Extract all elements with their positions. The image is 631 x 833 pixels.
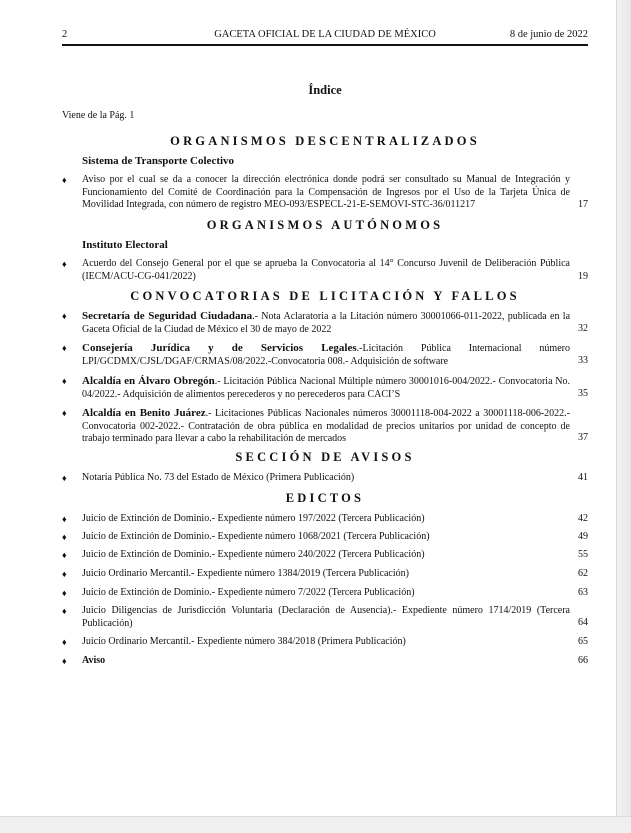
entry-text: Juicio Diligencias de Jurisdicción Voluntaria (Declaración de Ausencia).- Expediente número 1714/2019 (Tercera Publicación): [82, 605, 570, 629]
entry-text: [82, 342, 570, 368]
org-heading-iecm: Instituto Electoral: [82, 239, 168, 251]
bullet-icon: ♦: [62, 259, 67, 269]
section-title-convocatorias: CONVOCATORIAS DE LICITACIÓN Y FALLOS: [130, 289, 520, 303]
entry-page: 49: [578, 531, 588, 542]
entry-text: Notaría Pública No. 73 del Estado de México (Primera Publicación): [82, 472, 355, 483]
entry-text: Acuerdo del Consejo General por el que se aprueba la Convocatoria al 14° Concurso Juvenil de Deliberación Pública (IECM/ACU-CG-041/2022): [82, 258, 570, 282]
entry-page: 17: [578, 199, 588, 210]
entry-lead: Alcaldía en Álvaro Obregón: [82, 375, 215, 387]
section-title-descentralizados: ORGANISMOS DESCENTRALIZADOS: [170, 134, 480, 148]
entry-text: [82, 375, 570, 401]
header-rule: [62, 44, 588, 46]
bullet-icon: ♦: [62, 532, 67, 542]
entry-page: 42: [578, 513, 588, 524]
viewer-bottom-edge: [0, 816, 631, 833]
bullet-icon: ♦: [62, 569, 67, 579]
bullet-icon: ♦: [62, 311, 67, 321]
viewer-right-edge: [616, 0, 631, 833]
entry-text: Juicio de Extinción de Dominio.- Expediente número 7/2022 (Tercera Publicación): [82, 587, 415, 598]
bullet-icon: ♦: [62, 606, 67, 616]
entry-text: [82, 407, 570, 446]
entry-body: .- Licitaciones Públicas Nacionales números 30001118-004-2022 a 30001118-006-2022.- Convocatoria 002-2022.- Contratación de obra pública en modalidad de precios unitarios por unidad de concepto de trabajo terminado para llevar a cabo la rehabilitación de mercados: [82, 408, 570, 445]
bullet-icon: ♦: [62, 343, 67, 353]
index-title: Índice: [308, 83, 342, 97]
entry-page: 55: [578, 549, 588, 560]
entry-body: .- Licitación Pública Nacional Múltiple número 30001016-004/2022.- Convocatoria No. 04/2022.- Adquisición de alimentos perecederos y no perecederos para CACI’S: [82, 376, 571, 400]
entry-page: 35: [578, 388, 588, 399]
entry-page: 62: [578, 568, 588, 579]
entry-text: Juicio de Extinción de Dominio.- Expediente número 197/2022 (Tercera Publicación): [82, 513, 425, 524]
entry-text: Aviso por el cual se da a conocer la dirección electrónica donde podrá ser consultado su Manual de Integración y Funcionamiento del Comité de Coordinación para la Compensación de Ingresos por el Uso de la Tarjeta Única de Movilidad Integrada, con número de registro MEO-093/ESPECL-21-E-SEMOVI-STC-36/011217: [82, 174, 570, 211]
page-number: 2: [62, 29, 68, 40]
bullet-icon: ♦: [62, 408, 67, 418]
entry-text: Juicio de Extinción de Dominio.- Expediente número 240/2022 (Tercera Publicación): [82, 549, 425, 560]
entry-text: Juicio de Extinción de Dominio.- Expediente número 1068/2021 (Tercera Publicación): [82, 531, 430, 542]
entry-body: .-Licitación Pública Internacional número LPI/GCDMX/CJSL/DGAF/CRMAS/08/2022.-Convocatoria 008.- Adquisición de software: [82, 343, 570, 367]
entry-text: Juicio Ordinario Mercantil.- Expediente número 384/2018 (Primera Publicación): [82, 636, 406, 647]
bullet-icon: ♦: [62, 588, 67, 598]
entry-lead: Secretaría de Seguridad Ciudadana: [82, 310, 253, 322]
bullet-icon: ♦: [62, 514, 67, 524]
entry-page: 33: [578, 355, 588, 366]
org-heading-stc: Sistema de Transporte Colectivo: [82, 155, 235, 167]
entry-page: 41: [578, 472, 588, 483]
bullet-icon: ♦: [62, 656, 67, 666]
continued-note: Viene de la Pág. 1: [62, 110, 135, 121]
publication-date: 8 de junio de 2022: [509, 29, 588, 40]
section-title-edictos: EDICTOS: [285, 491, 365, 505]
entry-text: [82, 310, 570, 336]
entry-page: 63: [578, 587, 588, 598]
bullet-icon: ♦: [62, 637, 67, 647]
bullet-icon: ♦: [62, 376, 67, 386]
section-title-autonomos: ORGANISMOS AUTÓNOMOS: [206, 218, 444, 232]
entry-page: 65: [578, 636, 588, 647]
entry-page: 64: [578, 617, 588, 628]
section-title-avisos: SECCIÓN DE AVISOS: [235, 450, 415, 464]
entry-page: 32: [578, 323, 588, 334]
entry-page: 19: [578, 271, 588, 282]
entry-body: .- Nota Aclaratoria a la Litación número 30001066-011-2022, publicada en la Gaceta Oficial de la Ciudad de México el 30 de mayo de 2022: [82, 311, 571, 335]
entry-lead: Alcaldía en Benito Juárez: [82, 407, 206, 419]
publication-title: GACETA OFICIAL DE LA CIUDAD DE MÉXICO: [214, 29, 436, 40]
bullet-icon: ♦: [62, 473, 67, 483]
entry-text: Aviso: [82, 655, 106, 666]
bullet-icon: ♦: [62, 550, 67, 560]
page-header: [62, 28, 588, 44]
bullet-icon: ♦: [62, 175, 67, 185]
entry-page: 37: [578, 432, 588, 443]
entry-lead: Consejería Jurídica y de Servicios Legales: [82, 342, 357, 354]
entry-page: 66: [578, 655, 588, 666]
entry-text: Juicio Ordinario Mercantil.- Expediente número 1384/2019 (Tercera Publicación): [82, 568, 409, 579]
